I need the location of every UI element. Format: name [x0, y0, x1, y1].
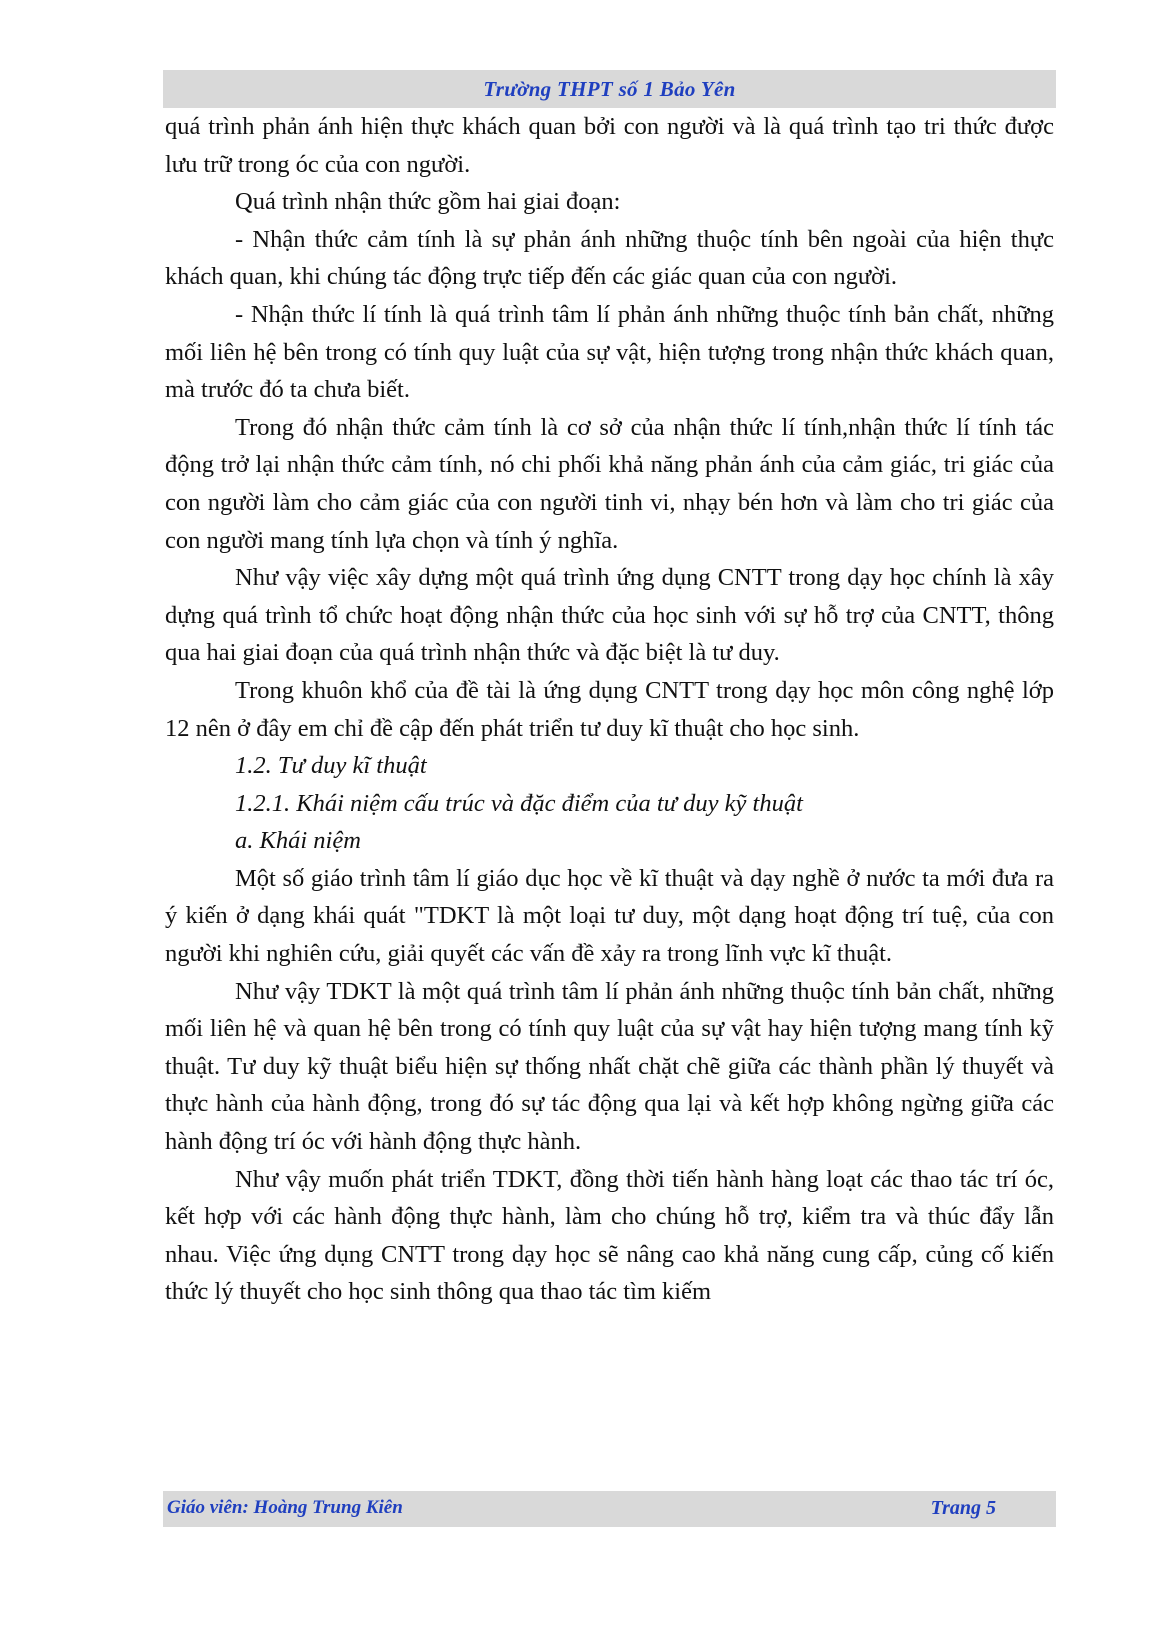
teacher-name: Giáo viên: Hoàng Trung Kiên [167, 1497, 403, 1518]
paragraph-stages-intro: Quá trình nhận thức gồm hai giai đoạn: [235, 188, 621, 216]
section-heading-a: a. Khái niệm [235, 827, 361, 855]
paragraph-relationship: Trong đó nhận thức cảm tính là cơ sở của nhận thức lí tính,nhận thức lí tính tác động trở lại nhận thức cảm tính, nó chi phối khả năng phản ánh của cảm giác, tri giác của con người làm cho cảm giác của con người tinh vi, nhạy bén hơn và làm cho tri giác của con người mang tính lựa chọn và tính ý nghĩa. [165, 413, 1054, 554]
paragraph-definition: Một số giáo trình tâm lí giáo dục học về kĩ thuật và dạy nghề ở nước ta mới đưa ra ý kiến ở dạng khái quát "TDKT là một loại tư duy, một dạng hoạt động trí tuệ, của con người khi nghiên cứu, giải quyết các vấn đề xảy ra trong lĩnh vực kĩ thuật. [165, 864, 1054, 968]
document-body [165, 108, 1054, 1311]
paragraph-tdkt-process: Như vậy TDKT là một quá trình tâm lí phản ánh những thuộc tính bản chất, những mối liên hệ và quan hệ bên trong có tính quy luật của sự vật hay hiện tượng mang tính kỹ thuật. Tư duy kỹ thuật biểu hiện sự thống nhất chặt chẽ giữa các thành phần lý thuyết và thực hành của hành động, trong đó sự tác động qua lại và kết hợp không ngừng giữa các hành động trí óc với hành động thực hành. [165, 977, 1054, 1156]
paragraph-rational-cognition: - Nhận thức lí tính là quá trình tâm lí phản ánh những thuộc tính bản chất, những mối liên hệ bên trong có tính quy luật của sự vật, hiện tượng trong nhận thức khách quan, mà trước đó ta chưa biết. [165, 300, 1054, 404]
section-heading-1-2: 1.2. Tư duy kĩ thuật [235, 752, 427, 780]
paragraph-scope: Trong khuôn khổ của đề tài là ứng dụng CNTT trong dạy học môn công nghệ lớp 12 nên ở đây em chỉ đề cập đến phát triển tư duy kĩ thuật cho học sinh. [165, 676, 1054, 742]
paragraph-ict-application: Như vậy việc xây dựng một quá trình ứng dụng CNTT trong dạy học chính là xây dựng quá trình tổ chức hoạt động nhận thức của học sinh với sự hỗ trợ của CNTT, thông qua hai giai đoạn của quá trình nhận thức và đặc biệt là tư duy. [165, 564, 1054, 667]
paragraph-continuation: quá trình phản ánh hiện thực khách quan bởi con người và là quá trình tạo tri thức được lưu trữ trong óc của con người. [165, 113, 1054, 178]
page-number: Trang 5 [930, 1497, 996, 1519]
paragraph-sensory-cognition: - Nhận thức cảm tính là sự phản ánh những thuộc tính bên ngoài của hiện thực khách quan, khi chúng tác động trực tiếp đến các giác quan của con người. [165, 225, 1054, 291]
page-header [163, 70, 1056, 108]
section-heading-1-2-1: 1.2.1. Khái niệm cấu trúc và đặc điểm của tư duy kỹ thuật [235, 789, 803, 817]
school-name: Trường THPT số 1 Bảo Yên [483, 76, 736, 101]
page-footer [163, 1491, 1056, 1527]
paragraph-tdkt-development: Như vậy muốn phát triển TDKT, đồng thời tiến hành hàng loạt các thao tác trí óc, kết hợp với các hành động thực hành, làm cho chúng hỗ trợ, kiểm tra và thúc đẩy lẫn nhau. Việc ứng dụng CNTT trong dạy học sẽ nâng cao khả năng cung cấp, củng cố kiến thức lý thuyết cho học sinh thông qua thao tác tìm kiếm [165, 1165, 1054, 1306]
